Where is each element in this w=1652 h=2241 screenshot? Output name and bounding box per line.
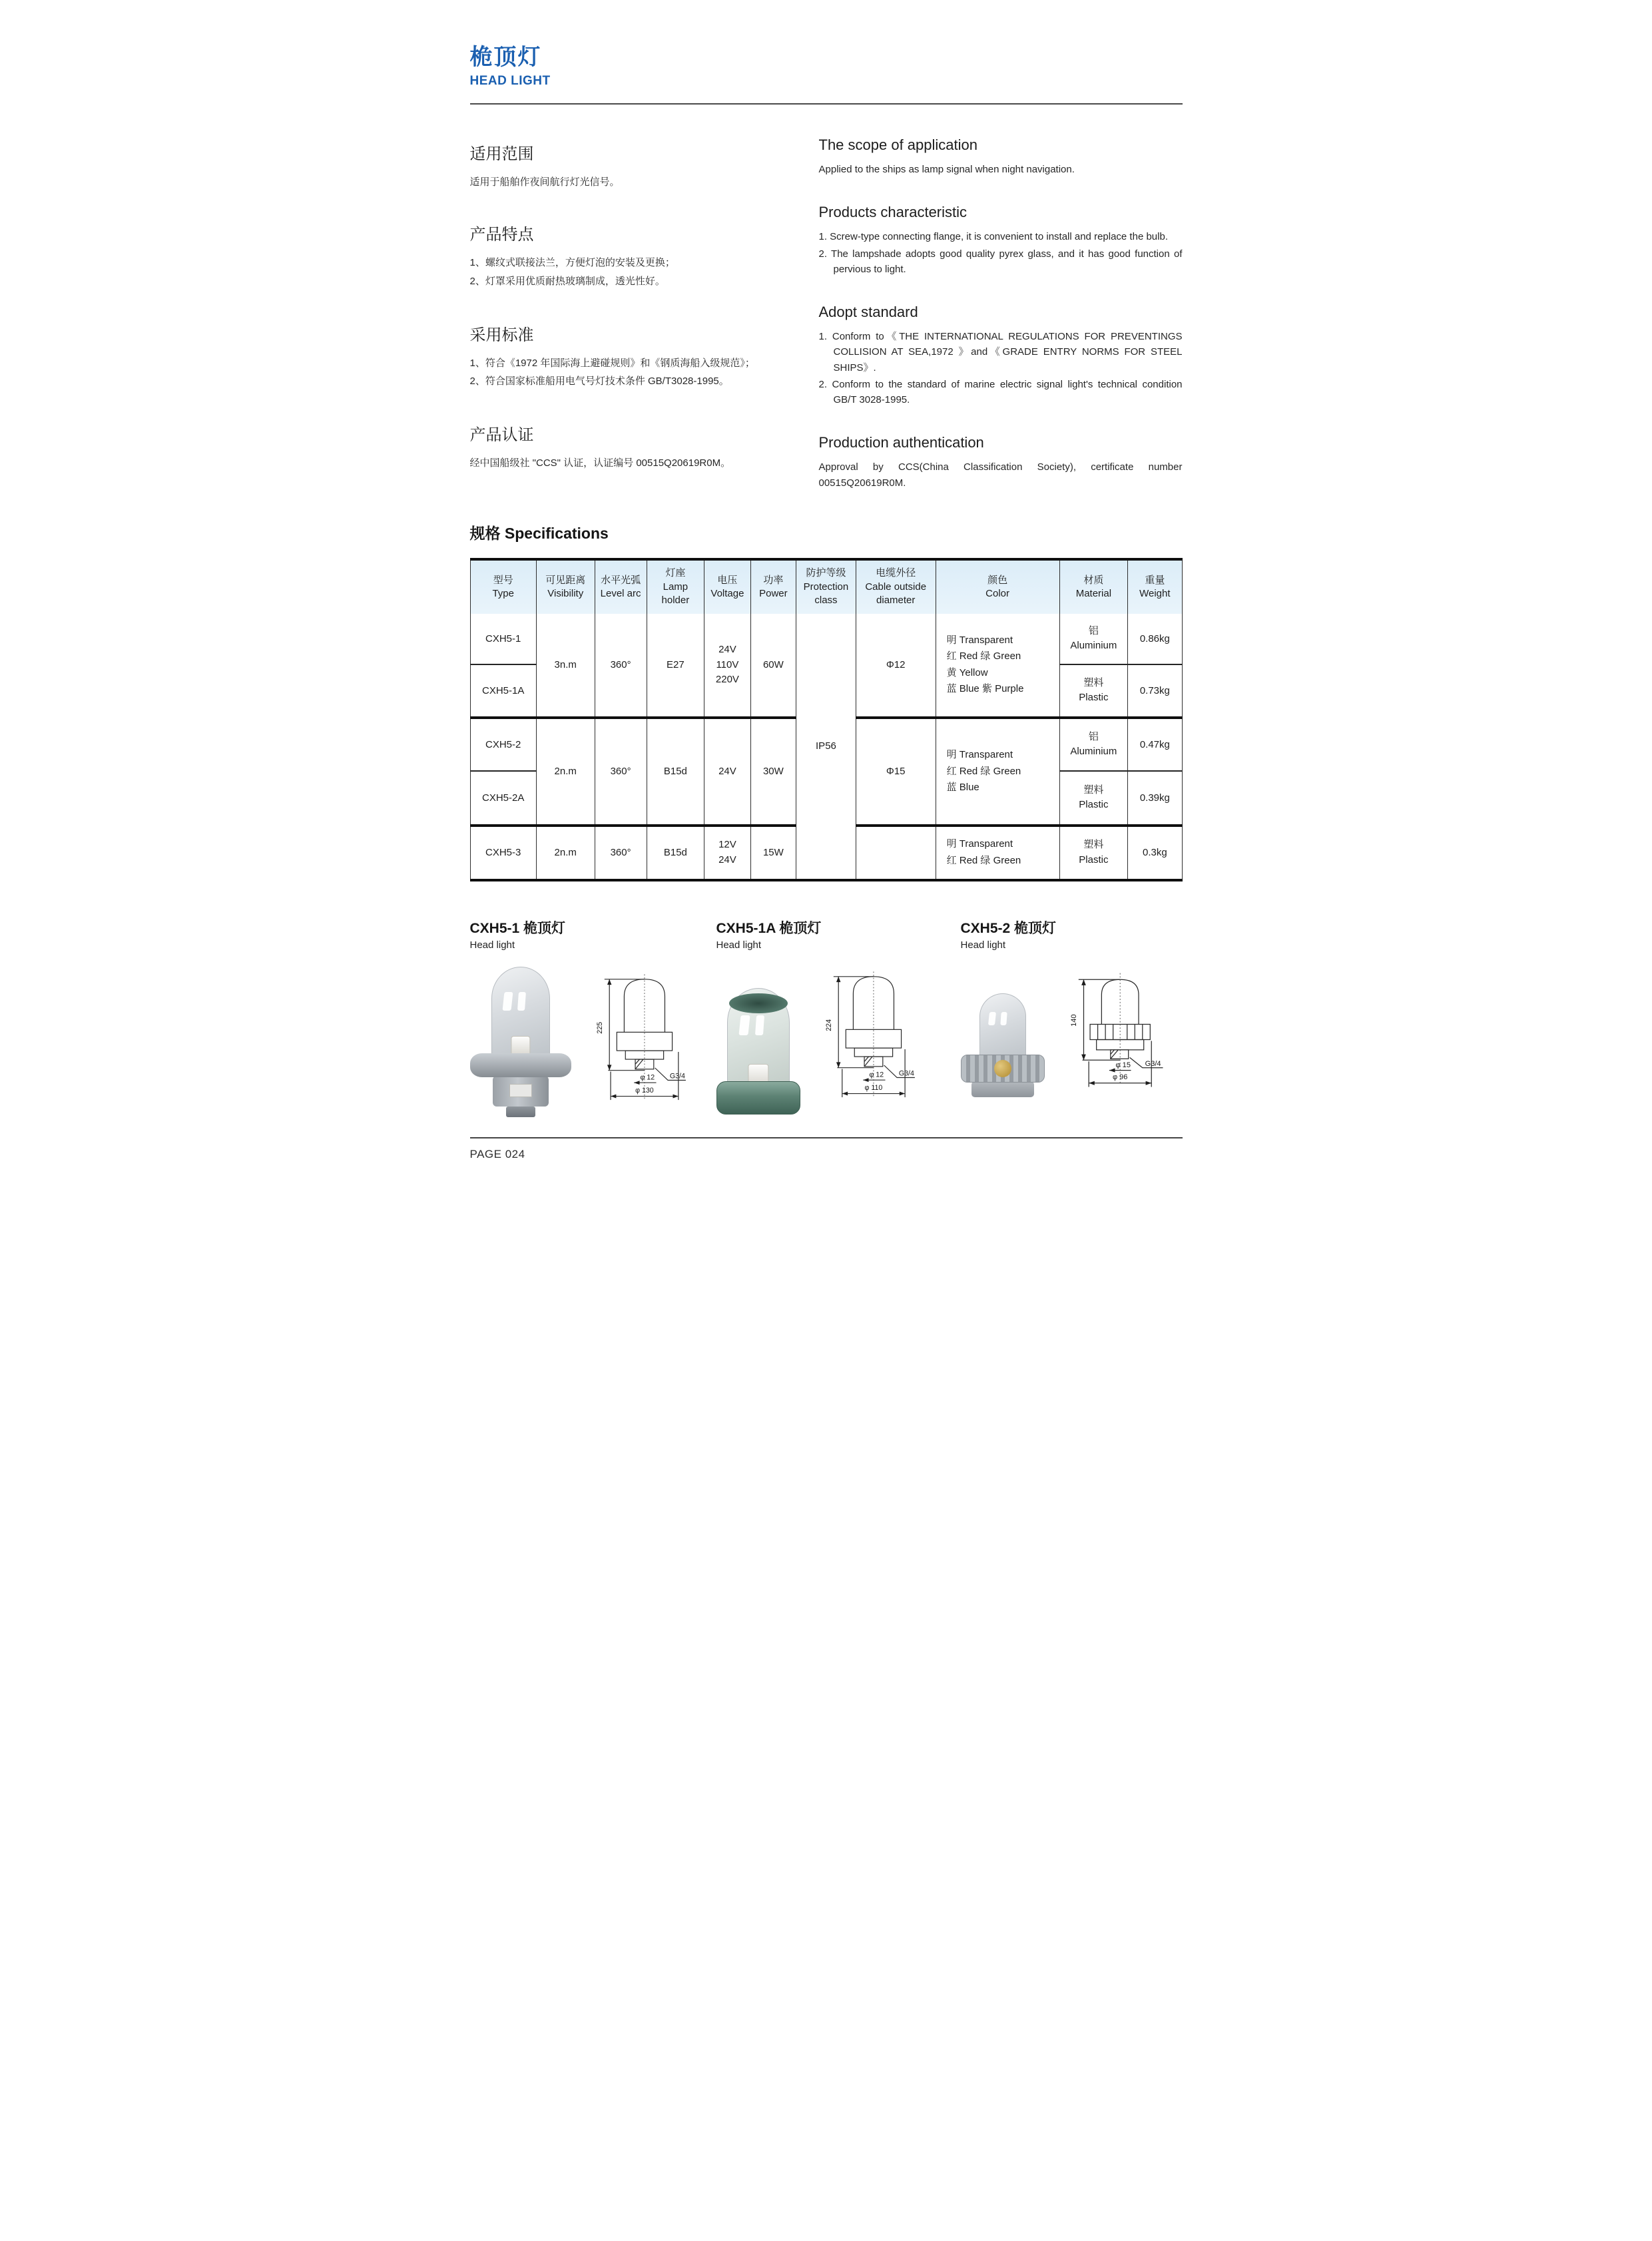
lamp-nameplate bbox=[509, 1084, 532, 1097]
cell-cable-diameter: Φ15 bbox=[856, 718, 936, 826]
product-media bbox=[716, 967, 938, 1115]
product-photo-cxh5-1 bbox=[470, 967, 571, 1117]
lamp-glass-dome bbox=[979, 993, 1026, 1061]
product-subtitle: Head light bbox=[960, 939, 1006, 951]
cell-type: CXH5-2A bbox=[470, 771, 536, 826]
product-photo-cxh5-1a bbox=[716, 988, 800, 1115]
cell-protection-class: IP56 bbox=[796, 614, 856, 880]
product-cxh5-1a bbox=[716, 917, 938, 1117]
technical-drawing-cxh5-2 bbox=[1059, 967, 1171, 1097]
cell-color: 明 Transparent 红 Red 绿 Green bbox=[936, 826, 1059, 880]
cell-type: CXH5-3 bbox=[470, 826, 536, 880]
cell-power: 30W bbox=[750, 718, 796, 826]
table-header-row bbox=[470, 559, 1182, 614]
dim-cable-label: φ 12 bbox=[868, 1071, 884, 1079]
page-title-english: HEAD LIGHT bbox=[469, 74, 551, 88]
specifications-table bbox=[470, 558, 1183, 881]
characteristic-heading-en: Products characteristic bbox=[818, 204, 967, 221]
dim-cable-label: φ 12 bbox=[639, 1073, 655, 1082]
technical-drawing-cxh5-1a bbox=[815, 967, 923, 1115]
characteristic-items-en bbox=[819, 229, 1183, 277]
scope-heading-en: The scope of application bbox=[818, 136, 977, 153]
cell-lamp-holder: B15d bbox=[647, 718, 704, 826]
standard-item-en: 1. Conform to《THE INTERNATIONAL REGULATIONS FOR PREVENTINGS COLLISION AT SEA,1972 》and《GRADE ENTRY NORMS FOR STEEL SHIPS》. bbox=[818, 331, 1183, 374]
scope-heading-cn: 适用范围 bbox=[469, 145, 534, 163]
cell-power: 15W bbox=[750, 826, 796, 880]
characteristic-heading-cn: 产品特点 bbox=[469, 226, 534, 244]
cell-level-arc: 360° bbox=[595, 614, 647, 718]
dim-base-label: φ 130 bbox=[635, 1086, 654, 1095]
cell-weight: 0.47kg bbox=[1128, 718, 1182, 771]
dim-cable-label: φ 15 bbox=[1115, 1061, 1131, 1069]
page-header bbox=[470, 39, 1183, 105]
characteristic-item-en: 1. Screw-type connecting flange, it is convenient to install and replace the bulb. bbox=[818, 231, 1168, 243]
dim-base-label: φ 96 bbox=[1112, 1073, 1127, 1081]
dim-height-label: 140 bbox=[1069, 1014, 1078, 1027]
dim-thread-label: G3/4 bbox=[1145, 1059, 1161, 1068]
authentication-body-cn: 经中国船级社 "CCS" 认证，认证编号 00515Q20619R0M。 bbox=[469, 457, 731, 469]
characteristic-item-cn: 1、螺纹式联接法兰，方便灯泡的安装及更换； bbox=[469, 257, 675, 268]
lamp-brass-holder bbox=[994, 1060, 1011, 1077]
dim-height-label: 225 bbox=[595, 1021, 604, 1034]
cell-material: 铝 Aluminium bbox=[1059, 614, 1128, 664]
authentication-heading-en: Production authentication bbox=[818, 434, 984, 451]
cell-level-arc: 360° bbox=[595, 718, 647, 826]
product-title: CXH5-1 桅顶灯 bbox=[469, 920, 566, 936]
page-title-chinese: 桅顶灯 bbox=[469, 45, 542, 70]
product-subtitle: Head light bbox=[469, 939, 515, 951]
cell-type: CXH5-1A bbox=[470, 664, 536, 718]
col-header-voltage: 电压 Voltage bbox=[704, 559, 750, 614]
cell-material: 塑料 Plastic bbox=[1059, 771, 1128, 826]
col-header-lamp-holder: 灯座 Lamp holder bbox=[647, 559, 704, 614]
col-header-power: 功率 Power bbox=[750, 559, 796, 614]
cell-visibility: 2n.m bbox=[536, 718, 595, 826]
col-header-type: 型号 Type bbox=[470, 559, 536, 614]
cell-weight: 0.39kg bbox=[1128, 771, 1182, 826]
col-header-cable: 电缆外径 Cable outside diameter bbox=[856, 559, 936, 614]
intro-columns bbox=[470, 110, 1183, 491]
cell-lamp-holder: B15d bbox=[647, 826, 704, 880]
cell-weight: 0.86kg bbox=[1128, 614, 1182, 664]
characteristic-item-cn: 2、灯罩采用优质耐热玻璃制成，透光性好。 bbox=[469, 275, 665, 287]
dim-thread-label: G3/4 bbox=[898, 1069, 914, 1078]
cell-cable-diameter: Φ12 bbox=[856, 614, 936, 718]
dim-thread-label: G3/4 bbox=[669, 1072, 685, 1081]
authentication-heading-cn: 产品认证 bbox=[469, 426, 534, 444]
col-header-protection: 防护等级 Protection class bbox=[796, 559, 856, 614]
cell-weight: 0.73kg bbox=[1128, 664, 1182, 718]
cell-voltage: 24V bbox=[704, 718, 750, 826]
lamp-green-base bbox=[716, 1081, 800, 1115]
col-header-color: 颜色 Color bbox=[936, 559, 1059, 614]
cell-weight: 0.3kg bbox=[1128, 826, 1182, 880]
footer-divider bbox=[470, 1137, 1183, 1138]
lamp-glass-dome bbox=[491, 967, 550, 1060]
cell-color: 明 Transparent 红 Red 绿 Green 黄 Yellow 蓝 Blue 紫 Purple bbox=[936, 614, 1059, 718]
cell-material: 塑料 Plastic bbox=[1059, 664, 1128, 718]
lamp-housing bbox=[971, 1081, 1034, 1097]
standard-items-en bbox=[819, 329, 1183, 407]
header-divider bbox=[470, 103, 1183, 105]
dim-height-label: 224 bbox=[824, 1019, 833, 1031]
cell-material: 铝 Aluminium bbox=[1059, 718, 1128, 771]
page-footer bbox=[470, 1117, 1183, 1161]
scope-body-en: Applied to the ships as lamp signal when night navigation. bbox=[818, 164, 1075, 175]
standard-heading-en: Adopt standard bbox=[818, 304, 918, 320]
cell-power: 60W bbox=[750, 614, 796, 718]
product-subtitle: Head light bbox=[716, 939, 762, 951]
product-figures bbox=[470, 917, 1183, 1117]
cell-voltage: 12V 24V bbox=[704, 826, 750, 880]
col-header-visibility: 可见距离 Visibility bbox=[536, 559, 595, 614]
cell-type: CXH5-2 bbox=[470, 718, 536, 771]
lamp-flange-base bbox=[470, 1053, 571, 1077]
standard-items-cn bbox=[470, 354, 784, 391]
catalog-page bbox=[413, 0, 1239, 1208]
standard-item-cn: 2、符合国家标准船用电气号灯技术条件 GB/T3028-1995。 bbox=[469, 375, 729, 387]
cell-cable-diameter bbox=[856, 826, 936, 880]
cell-type: CXH5-1 bbox=[470, 614, 536, 664]
product-media bbox=[961, 967, 1183, 1097]
col-header-material: 材质 Material bbox=[1059, 559, 1128, 614]
technical-drawing-cxh5-1 bbox=[586, 969, 694, 1117]
product-cxh5-2 bbox=[961, 917, 1183, 1117]
scope-body-cn: 适用于船舶作夜间航行灯光信号。 bbox=[469, 176, 620, 188]
specifications-heading: 规格 Specifications bbox=[469, 524, 609, 542]
col-header-level-arc: 水平光弧 Level arc bbox=[595, 559, 647, 614]
characteristic-item-en: 2. The lampshade adopts good quality pyrex glass, and it has good function of pervious to light. bbox=[818, 248, 1183, 275]
lamp-base-ring bbox=[729, 993, 788, 1013]
english-column bbox=[819, 110, 1183, 491]
lamp-cable-gland bbox=[506, 1107, 535, 1117]
cell-material: 塑料 Plastic bbox=[1059, 826, 1128, 880]
product-photo-cxh5-2 bbox=[961, 993, 1045, 1097]
cell-lamp-holder: E27 bbox=[647, 614, 704, 718]
standard-item-cn: 1、符合《1972 年国际海上避碰规则》和《钢质海船入级规范》； bbox=[469, 357, 755, 369]
chinese-column bbox=[470, 110, 784, 491]
authentication-body-en: Approval by CCS(China Classification Society), certificate number 00515Q20619R0M. bbox=[818, 461, 1183, 489]
standard-heading-cn: 采用标准 bbox=[469, 326, 534, 344]
product-title: CXH5-1A 桅顶灯 bbox=[716, 920, 822, 936]
cell-visibility: 3n.m bbox=[536, 614, 595, 718]
characteristic-items-cn bbox=[470, 254, 784, 291]
product-title: CXH5-2 桅顶灯 bbox=[960, 920, 1057, 936]
cell-color: 明 Transparent 红 Red 绿 Green 蓝 Blue bbox=[936, 718, 1059, 826]
col-header-weight: 重量 Weight bbox=[1128, 559, 1182, 614]
cell-level-arc: 360° bbox=[595, 826, 647, 880]
product-cxh5-1 bbox=[470, 917, 694, 1117]
cell-voltage: 24V 110V 220V bbox=[704, 614, 750, 718]
page-number: PAGE 024 bbox=[469, 1147, 525, 1160]
cell-visibility: 2n.m bbox=[536, 826, 595, 880]
table-row-cxh5-1 bbox=[470, 614, 1182, 664]
standard-item-en: 2. Conform to the standard of marine electric signal light's technical condition GB/T 3028-1995. bbox=[818, 378, 1183, 405]
dim-base-label: φ 110 bbox=[864, 1083, 882, 1092]
product-media bbox=[470, 967, 694, 1117]
